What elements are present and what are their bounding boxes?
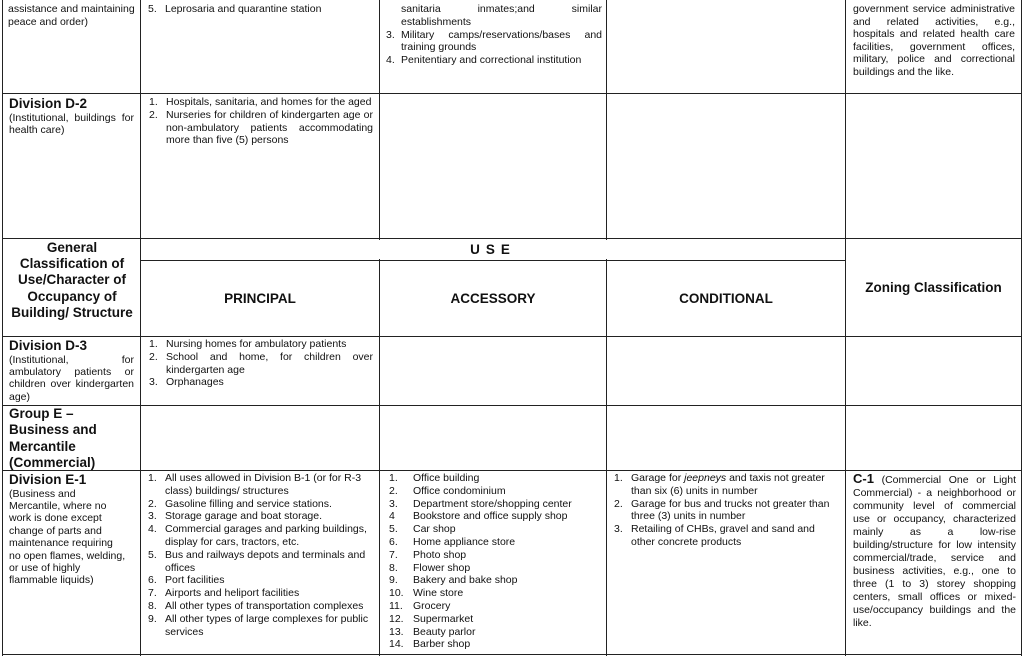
list-item: 5. Leprosaria and quarantine station (148, 3, 322, 15)
group-e-title: Group E – Business and Mercantile (Commercial) (9, 406, 97, 470)
list-item: 12. Supermarket (389, 612, 474, 625)
division-subtitle: (Institutional, buildings for health care) (9, 111, 134, 136)
list-item: 7. Airports and heliport facilities (148, 587, 300, 600)
list-item: 2. Garage for bus and trucks not greater than three (3) units in number (614, 497, 830, 523)
list-item: 1. All uses allowed in Division B-1 (or for R-3 class) buildings/ structures (148, 472, 362, 497)
top-general-cell (8, 3, 136, 28)
header-general-classification: General Classification of Use/Character of Occupancy of Building/ Structure (11, 240, 133, 320)
list-item: 3. Storage garage and boat storage. (148, 510, 323, 523)
row-divider (2, 336, 1022, 337)
header-zoning-classification: Zoning Classification (865, 280, 1002, 295)
principal-list (148, 472, 374, 638)
list-item: 8. Flower shop (389, 561, 471, 574)
header-conditional: CONDITIONAL (679, 291, 773, 306)
list-item: 5. Bus and railways depots and terminals and offices (148, 548, 366, 574)
division-subtitle: (Business and Mercantile, where no work is done except change of parts and maintenance requiring no open flames, welding, or use of highly flammable liquids) (9, 487, 126, 587)
d3-general-cell (9, 338, 134, 403)
list-item: 1. Hospitals, sanitaria, and homes for the aged (149, 96, 372, 108)
division-subtitle: (Institutional, for ambulatory patients or children over kindergarten age) (9, 353, 134, 403)
list-item: 5. Car shop (389, 523, 456, 536)
list-item: 1. Garage for jeepneys and taxis not greater than six (6) units in number (614, 472, 825, 497)
list-item: 2. Gasoline filling and service stations. (148, 497, 332, 510)
division-title: Division D-3 (9, 338, 88, 353)
division-title: Division D-2 (9, 96, 88, 111)
list-item: 3. Military camps/reservations/bases and training grounds (386, 28, 602, 54)
zoning-description: (Commercial One or Light Commercial) - a neighborhood or community level of commercial use or occupancy, characterized mainly as a low-rise building/structure for low intensity commercial/trade, service and business activities, e.g., one to three (1 to 3) storey shopping centers, small offices or mixed-use/occupancy buildings and the like. (853, 474, 1016, 629)
d2-principal-cell (149, 96, 373, 147)
list-item: 1. Office building (389, 472, 480, 484)
e1-principal-cell (148, 472, 374, 638)
list-item: 2. School and home, for children over kindergarten age (149, 350, 373, 376)
general-classification-text: assistance and maintaining peace and order) (8, 3, 135, 28)
header-accessory: ACCESSORY (450, 291, 536, 306)
list-item: sanitaria inmates;and similar establishments (401, 3, 602, 28)
top-zoning-cell (853, 3, 1015, 79)
list-item: 13. Beauty parlor (389, 625, 476, 638)
principal-list (148, 3, 374, 16)
zoning-text: government service administrative and related activities, e.g., hospitals and related health care facilities, government offices, military, police and correctional buildings and the like. (853, 3, 1015, 78)
top-principal-cell (148, 3, 374, 16)
list-item: 6. Home appliance store (389, 535, 516, 548)
principal-list (149, 338, 373, 389)
list-item: 2. Nurseries for children of kindergarten age or non-ambulatory patients accommodating more than five (5) persons (149, 108, 373, 147)
e1-zoning-cell (853, 472, 1016, 630)
list-item: 7. Photo shop (389, 548, 467, 561)
list-item: 9. Bakery and bake shop (389, 574, 518, 587)
d2-general-cell (9, 96, 134, 136)
list-item: 9. All other types of large complexes for public services (148, 612, 369, 638)
e1-conditional-cell (614, 472, 841, 549)
accessory-list (389, 472, 603, 651)
table-border-bottom (2, 654, 1022, 655)
accessory-list (386, 3, 602, 67)
list-item: 11. Grocery (389, 599, 451, 612)
row-divider (2, 405, 1022, 406)
list-item: 4 Bookstore and office supply shop (389, 510, 568, 523)
division-title: Division E-1 (9, 472, 87, 487)
list-item: 6. Port facilities (148, 574, 225, 587)
conditional-list (614, 472, 841, 549)
list-item: 3. Orphanages (149, 376, 224, 389)
d3-principal-cell (149, 338, 373, 389)
list-item: 3. Retailing of CHBs, gravel and sand and other concrete products (614, 523, 815, 548)
header-use: USE (470, 242, 516, 257)
principal-list (149, 96, 373, 147)
e1-general-cell (9, 472, 135, 587)
table-border-left (2, 0, 3, 656)
list-item: 4. Commercial garages and parking buildings, display for cars, tractors, etc. (148, 523, 367, 548)
list-item: 8. All other types of transportation complexes (148, 599, 364, 612)
table-border-right (1021, 0, 1022, 656)
list-item: 10. Wine store (389, 587, 464, 600)
zoning-code: C-1 (853, 472, 874, 486)
list-item: 3. Department store/shopping center (389, 497, 572, 510)
list-item: 14. Barber shop (389, 638, 471, 651)
header-principal: PRINCIPAL (224, 291, 296, 306)
row-divider (2, 470, 1022, 471)
row-divider (2, 93, 1022, 94)
list-item: 2. Office condominium (389, 484, 506, 497)
top-accessory-cell (386, 3, 602, 67)
list-item: 4. Penitentiary and correctional institution (386, 54, 582, 67)
list-item: 1. Nursing homes for ambulatory patients (149, 338, 347, 350)
e1-accessory-cell (389, 472, 603, 651)
